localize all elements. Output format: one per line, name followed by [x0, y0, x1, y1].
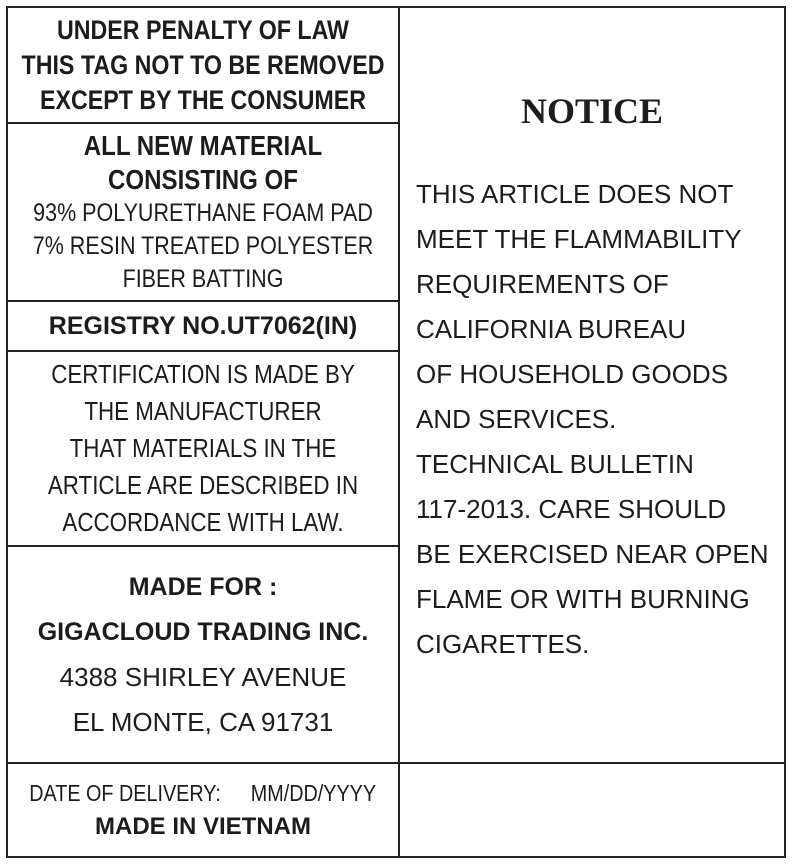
notice-line: REQUIREMENTS OF — [416, 269, 669, 299]
notice-body — [416, 172, 786, 667]
warning-line: EXCEPT BY THE CONSUMER — [40, 84, 366, 115]
certification-section — [35, 352, 370, 545]
warning-line: UNDER PENALTY OF LAW — [57, 14, 349, 45]
notice-line: THIS ARTICLE DOES NOT — [416, 179, 734, 209]
company-name: GIGACLOUD TRADING INC. — [37, 617, 369, 646]
certification-line: THAT MATERIALS IN THE — [69, 433, 337, 463]
material-heading: ALL NEW MATERIAL — [83, 129, 323, 161]
material-content: 93% POLYURETHANE FOAM PAD — [33, 198, 373, 227]
notice-line: TECHNICAL BULLETIN — [416, 449, 694, 479]
notice-line: OF HOUSEHOLD GOODS — [416, 359, 729, 389]
registry-number: REGISTRY NO.UT7062(IN) — [48, 311, 358, 340]
material-section — [32, 124, 374, 300]
delivery-date-row — [30, 776, 377, 810]
notice-title: NOTICE — [520, 91, 664, 131]
address-line: 4388 SHIRLEY AVENUE — [59, 661, 347, 692]
material-heading: CONSISTING OF — [108, 163, 298, 195]
warning-line: THIS TAG NOT TO BE REMOVED — [21, 49, 385, 80]
delivery-section — [8, 764, 398, 856]
notice-line: AND SERVICES. — [416, 404, 617, 434]
notice-line: MEET THE FLAMMABILITY — [416, 224, 742, 254]
notice-line: FLAME OR WITH BURNING — [416, 584, 750, 614]
notice-line: 117-2013. CARE SHOULD — [416, 494, 727, 524]
certification-line: CERTIFICATION IS MADE BY — [51, 359, 355, 389]
made-for-heading: MADE FOR : — [128, 572, 278, 601]
certification-line: ARTICLE ARE DESCRIBED IN — [47, 470, 359, 500]
delivery-date-value: MM/DD/YYYY — [251, 780, 377, 806]
country-of-origin: MADE IN VIETNAM — [95, 813, 311, 840]
certification-line: ACCORDANCE WITH LAW. — [62, 507, 344, 537]
registry-section — [8, 302, 398, 350]
material-content: FIBER BATTING — [122, 264, 284, 293]
column-divider — [398, 8, 400, 856]
material-content: 7% RESIN TREATED POLYESTER — [32, 231, 374, 260]
notice-line: CALIFORNIA BUREAU — [416, 314, 687, 344]
made-for-section — [8, 547, 398, 762]
notice-line: CIGARETTES. — [416, 629, 590, 659]
notice-line: BE EXERCISED NEAR OPEN — [416, 539, 769, 569]
delivery-date-label: DATE OF DELIVERY: — [29, 780, 222, 806]
address-line: EL MONTE, CA 91731 — [72, 706, 334, 737]
warning-section — [21, 8, 385, 122]
law-label-tag — [6, 6, 786, 858]
certification-line: THE MANUFACTURER — [84, 396, 322, 426]
